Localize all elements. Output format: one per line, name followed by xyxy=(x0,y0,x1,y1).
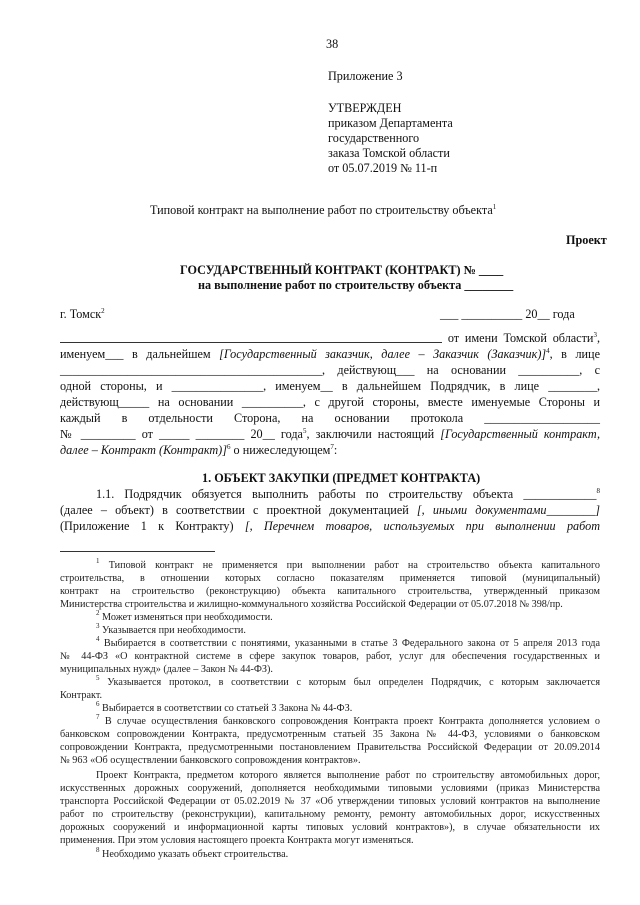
draft-label: Проект xyxy=(566,233,607,247)
footnote-line: $^5$ Указывается протокол, в соответствии с которым был определен Подрядчик, с которым заключается xyxy=(96,674,601,688)
preamble-line: далее – Контракт (Контракт)]$^6$ о нижеследующем$^7$: xyxy=(60,443,338,457)
approval-line: заказа Томской области xyxy=(328,146,450,160)
document-title: Типовой контракт на выполнение работ по строительству объекта$^1$ xyxy=(150,203,497,217)
footnote-line: Министерства строительства и жилищно-коммунального хозяйства Российской Федерации от 05.07.2018 № 398/пр. xyxy=(60,599,563,610)
footnote-line: сопровождении Контракта, предусмотренными постановлением Правительства Российской Федерации от 20.09.2014 xyxy=(60,742,600,753)
footnote-line: контракт на строительство (реконструкцию) объекта капитального строительства, утвержденный приказом xyxy=(60,586,600,597)
clause-line: (далее – объект) в соответствии с проектной документацией [, иными документами________] xyxy=(60,503,600,517)
footnote-line: $^4$ Выбирается в соответствии с понятиями, указанными в статье 3 Федерального закона от 5 апреля 2013 года xyxy=(96,635,600,649)
city-label: г. Томск$^2$ xyxy=(60,307,105,321)
approval-line: приказом Департамента xyxy=(328,116,453,130)
approval-line: от 05.07.2019 № 11-п xyxy=(328,161,438,175)
footnote-line: $^6$ Выбирается в соответствии со статьей 3 Закона № 44-ФЗ. xyxy=(96,700,353,714)
contract-date: ___ __________ 20__ года xyxy=(440,307,575,321)
footnote-separator xyxy=(60,551,215,552)
footnote-line: Проект Контракта, предметом которого является выполнение работ по строительству автомобильных дорог, xyxy=(96,770,600,781)
footnote-line: $^3$ Указывается при необходимости. xyxy=(96,622,246,636)
approval-line: государственного xyxy=(328,131,420,145)
preamble-line: действующ_____ на основании __________, с другой стороны, вместе именуемые Стороны и xyxy=(60,395,600,409)
page-number: 38 xyxy=(326,37,339,51)
footnote-line: $^7$ В случае осуществления банковского сопровождения Контракта проект Контракта дополняется условием о xyxy=(96,713,600,727)
section-heading: 1. ОБЪЕКТ ЗАКУПКИ (ПРЕДМЕТ КОНТРАКТА) xyxy=(202,471,481,485)
footnote-line: банковском сопровождении Контракта, предусмотренным статьей 35 Закона № 44-ФЗ, условиями о банковском xyxy=(60,729,600,740)
footnote-line: Контракт. xyxy=(60,690,103,701)
footnote-line: № 44-ФЗ «О контрактной системе в сфере закупок товаров, работ, услуг для обеспечения государственных и xyxy=(60,651,600,662)
preamble-line: каждый в отдельности Сторона, на основании протокола ___________________ xyxy=(60,411,600,425)
preamble-line: именуем___ в дальнейшем [Государственный заказчик, далее – Заказчик (Заказчик)]$^4$, в лице xyxy=(60,347,600,361)
footnote-line: применения. При этом условия настоящего проекта Контракта могут изменяться. xyxy=(60,835,414,846)
approval-title: УТВЕРЖДЕН xyxy=(328,101,402,115)
preamble-line: от имени Томской области$^3$, xyxy=(60,330,600,347)
footnote-line: дорожных сооружений и информационной карты типовых условий контрактов»), в случае обязательности их xyxy=(60,822,600,833)
name-blank xyxy=(60,331,442,343)
footnote-line: искусственных дорожных сооружений, дополняется необходимыми типовыми условиями (приказ Министерства xyxy=(60,783,600,794)
footnote-line: транспорта Российской Федерации от 05.02.2019 № 37 «Об утверждении типовых условий контрактов на выполнение xyxy=(60,796,600,807)
footnote-line: строительства, в отношении которых согласно показателям применяется типовой (муниципальный) xyxy=(60,573,600,584)
footnote-line: № 963 «Об осуществлении банковского сопровождения контрактов». xyxy=(60,755,361,766)
footnote-line: муниципальных нужд» (далее – Закон № 44-ФЗ). xyxy=(60,664,273,675)
footnote-line: работ по строительству (реконструкции), капитальному ремонту, ремонту автомобильных дорог, искусственных xyxy=(60,809,600,820)
clause-line: (Приложение 1 к Контракту) [, Перечнем товаров, используемых при выполнении работ xyxy=(60,519,600,533)
clause-line: 1.1. Подрядчик обязуется выполнить работы по строительству объекта ____________$^8$ xyxy=(96,487,600,501)
appendix-label: Приложение 3 xyxy=(328,69,403,83)
footnote-line: $^8$ Необходимо указать объект строительства. xyxy=(96,846,289,860)
footnote-line: $^2$ Может изменяться при необходимости. xyxy=(96,609,273,623)
contract-heading: ГОСУДАРСТВЕННЫЙ КОНТРАКТ (КОНТРАКТ) № ____ xyxy=(180,263,504,277)
footnote-line: $^1$ Типовой контракт не применяется при выполнении работ на строительство объекта капитального xyxy=(96,557,600,571)
preamble-line: одной стороны, и _______________, именуем__ в дальнейшем Подрядчик, в лице ________, xyxy=(60,379,600,393)
preamble-line: № _________ от _____ ________ 20__ года$^5$, заключили настоящий [Государственный контракт, xyxy=(60,427,600,441)
preamble-line: ___________________________________________, действующ___ на основании __________, с xyxy=(60,363,600,377)
contract-subheading: на выполнение работ по строительству объекта ________ xyxy=(198,278,514,292)
